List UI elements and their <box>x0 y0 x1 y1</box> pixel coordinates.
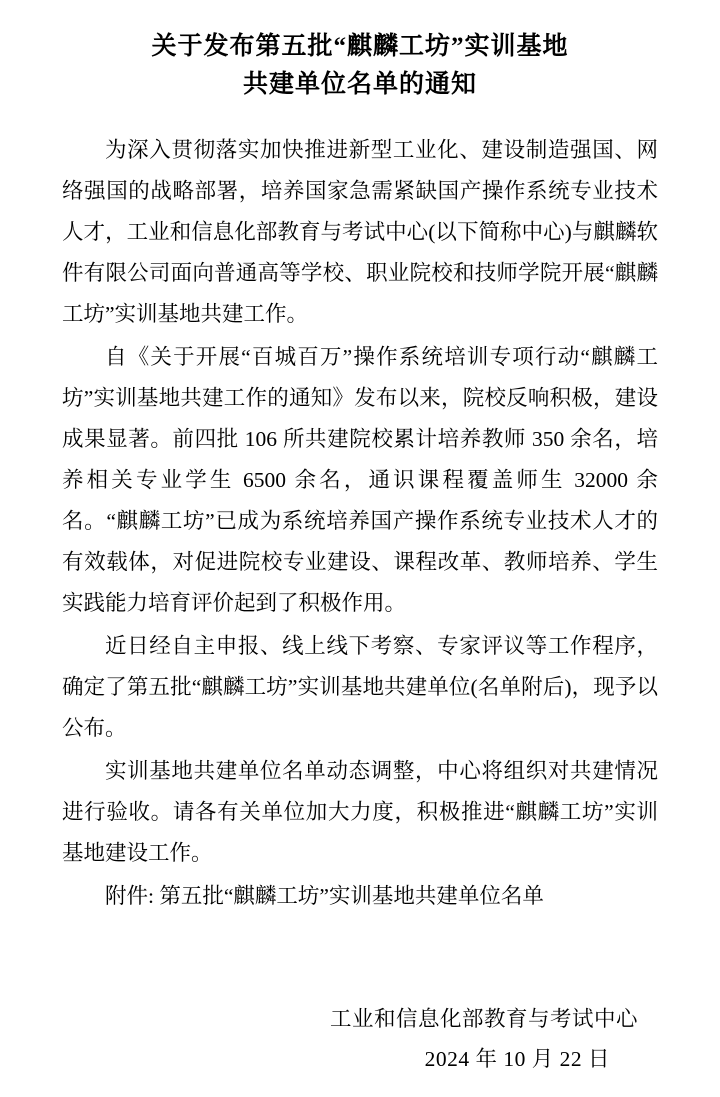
attachment-note: 附件: 第五批“麒麟工坊”实训基地共建单位名单 <box>105 884 544 908</box>
signature-block <box>62 999 658 1097</box>
paragraph-1: 为深入贯彻落实加快推进新型工业化、建设制造强国、网络强国的战略部署，培养国家急需紧缺国产操作系统专业技术人才，工业和信息化部教育与考试中心(以下简称中心)与麒麟软件有限公司面向普通高等学校、职业院校和技师学院开展“麒麟工坊”实训基地共建工作。 <box>62 138 658 326</box>
signature-issuer: 工业和信息化部教育与考试中心 <box>329 1007 638 1031</box>
page-title-line-1: 关于发布第五批“麒麟工坊”实训基地 <box>151 33 569 60</box>
paragraph-3: 近日经自主申报、线上线下考察、专家评议等工作程序，确定了第五批“麒麟工坊”实训基地共建单位(名单附后)，现予以公布。 <box>62 634 658 740</box>
paragraph-4: 实训基地共建单位名单动态调整，中心将组织对共建情况进行验收。请各有关单位加大力度，积极推进“麒麟工坊”实训基地建设工作。 <box>62 759 658 865</box>
page-title <box>145 28 574 104</box>
document-body <box>62 130 658 919</box>
signature-date: 2024 年 10 月 22 日 <box>424 1047 610 1071</box>
page-title-line-2: 共建单位名单的通知 <box>242 71 477 98</box>
paragraph-2: 自《关于开展“百城百万”操作系统培训专项行动“麒麟工坊”实训基地共建工作的通知》发布以来，院校反响积极，建设成果显著。前四批 106 所共建院校累计培养教师 350 余名，培养相关专业学生 6500 余名，通识课程覆盖师生 32000 余名。“麒麟工坊”已成为系统培养国产操作系统专业技术人才的有效载体，对促进院校专业建设、课程改革、教师培养、学生实践能力培育评价起到了积极作用。 <box>62 345 658 615</box>
